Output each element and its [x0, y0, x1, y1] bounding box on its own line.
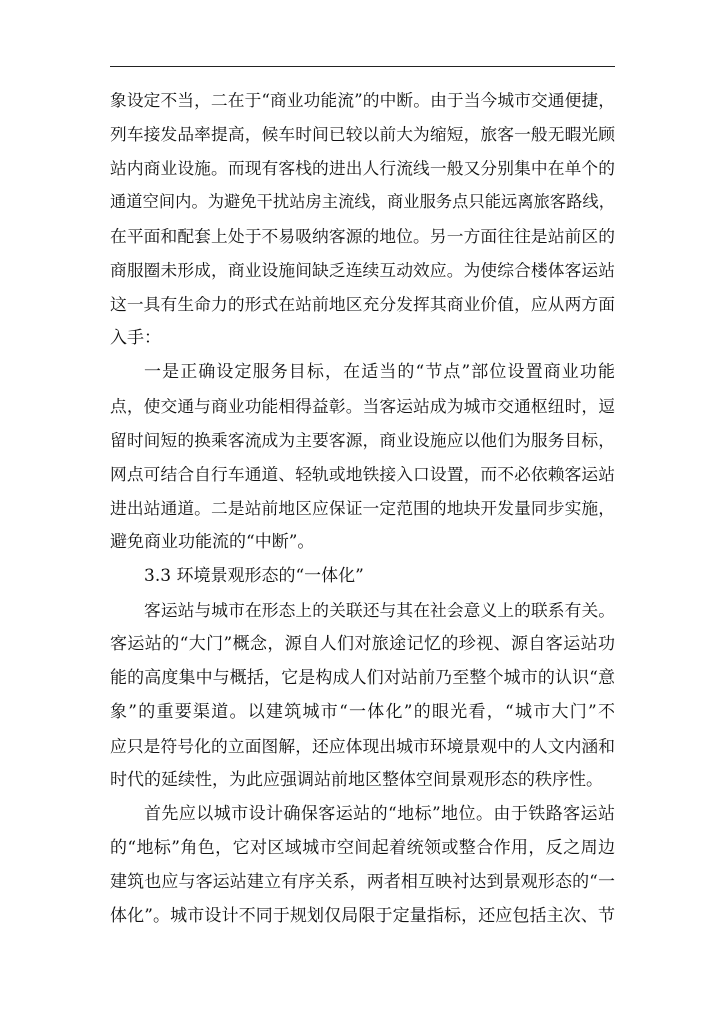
header-rule [110, 66, 615, 67]
text-line: 客运站的“大门”概念，源自人们对旅途记忆的珍视、源自客运站功 [110, 634, 615, 654]
text-line: 通道空间内。为避免干扰站房主流线，商业服务点只能远离旅客路线， [110, 192, 615, 211]
text-line: 避免商业功能流的“中断”。 [110, 532, 315, 552]
text-line: 网点可结合自行车通道、轻轨或地铁接入口设置，而不必依赖客运站 [110, 464, 615, 484]
text-line: 应只是符号化的立面图解，还应体现出城市环境景观中的人文内涵和 [110, 736, 615, 756]
text-line: 首先应以城市设计确保客运站的“地标”地位。由于铁路客运站 [144, 804, 615, 824]
text-line: 留时间短的换乘客流成为主要客源，商业设施应以他们为服务目标， [110, 430, 615, 450]
text-line: 一是正确设定服务目标，在适当的“节点”部位设置商业功能 [144, 362, 615, 382]
text-line: 能的高度集中与概括，它是构成人们对站前乃至整个城市的认识“意 [110, 668, 615, 688]
text-line: 点，使交通与商业功能相得益彰。当客运站成为城市交通枢纽时，逗 [110, 396, 615, 416]
text-line: 在平面和配套上处于不易吸纳客源的地位。另一方面往往是站前区的 [110, 226, 615, 246]
text-line: 进出站通道。二是站前地区应保证一定范围的地块开发量同步实施， [110, 498, 615, 518]
text-line: 列车接发品率提高，候车时间已较以前大为缩短，旅客一般无暇光顾 [110, 124, 615, 144]
text-line: 象设定不当，二在于“商业功能流”的中断。由于当今城市交通便捷， [110, 90, 615, 110]
text-line: 建筑也应与客运站建立有序关系，两者相互映衬达到景观形态的“一 [110, 872, 615, 892]
text-line: 象”的重要渠道。以建筑城市“一体化”的眼光看，“城市大门”不 [110, 702, 615, 722]
text-line: 的“地标”角色，它对区域城市空间起着统领或整合作用，反之周边 [110, 838, 615, 858]
text-line: 体化”。城市设计不同于规划仅局限于定量指标，还应包括主次、节 [110, 906, 615, 926]
section-heading: 3.3 环境景观形态的“一体化” [144, 566, 364, 586]
text-line: 站内商业设施。而现有客栈的进出人行流线一般又分别集中在单个的 [110, 158, 615, 178]
text-line: 客运站与城市在形态上的关联还与其在社会意义上的联系有关。 [144, 600, 615, 620]
text-line: 入手： [110, 328, 161, 348]
body-text [110, 83, 615, 933]
text-line: 时代的延续性，为此应强调站前地区整体空间景观形态的秩序性。 [110, 770, 603, 790]
text-line: 商服圈未形成，商业设施间缺乏连续互动效应。为使综合楼体客运站 [110, 260, 615, 280]
text-line: 这一具有生命力的形式在站前地区充分发挥其商业价值，应从两方面 [110, 294, 615, 314]
